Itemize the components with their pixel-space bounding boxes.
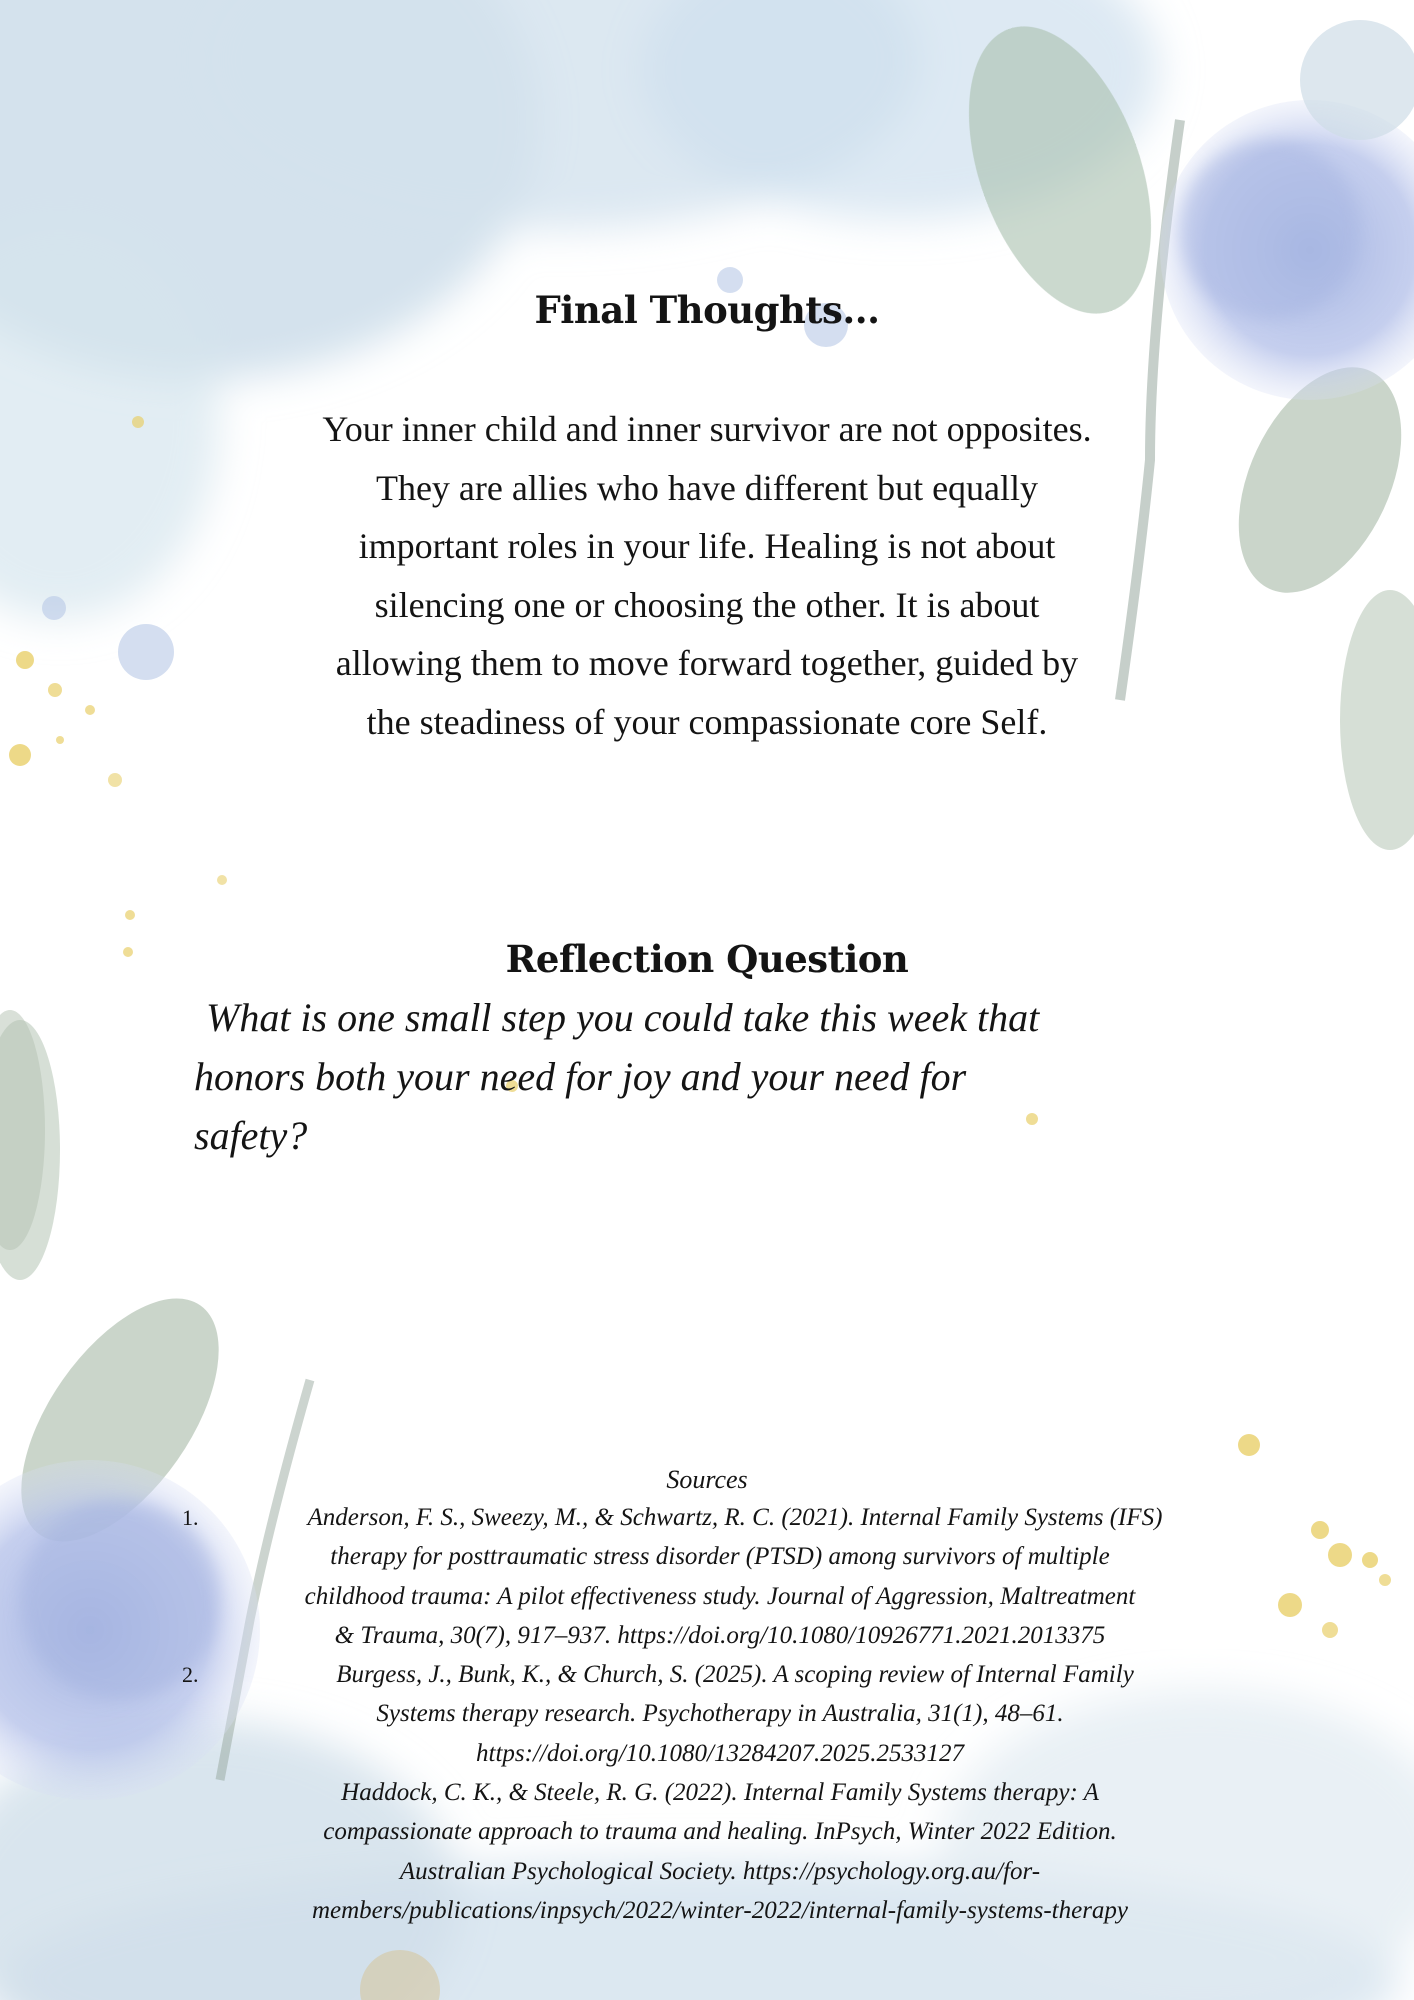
- source-line: & Trauma, 30(7), 917–937. https://doi.org/10.1080/10926771.2021.2013375: [334, 1621, 1106, 1649]
- source-line: Anderson, F. S., Sweezy, M., & Schwartz, R. C. (2021). Internal Family Systems (IFS): [307, 1504, 1163, 1531]
- final-thoughts-paragraph: [180, 400, 1234, 751]
- paragraph-line: allowing them to move forward together, guided by: [335, 643, 1079, 683]
- sources-title: Sources: [666, 1465, 748, 1494]
- paragraph-line: silencing one or choosing the other. It is about: [374, 584, 1040, 625]
- source-item: [160, 1655, 1280, 1930]
- source-line: Systems therapy research. Psychotherapy in Australia, 31(1), 48–61.: [376, 1700, 1064, 1728]
- source-line: Australian Psychological Society. https://psychology.org.au/for-: [399, 1857, 1041, 1885]
- source-line: therapy for posttraumatic stress disorder (PTSD) among survivors of multiple: [330, 1543, 1110, 1571]
- paragraph-line: the steadiness of your compassionate core Self.: [366, 701, 1048, 742]
- source-line: childhood trauma: A pilot effectiveness study. Journal of Aggression, Maltreatment: [304, 1582, 1136, 1610]
- paragraph-line: Your inner child and inner survivor are not opposites.: [322, 409, 1092, 449]
- reflection-heading: Reflection Question: [505, 937, 909, 981]
- source-line: Haddock, C. K., & Steele, R. G. (2022). Internal Family Systems therapy: A: [341, 1779, 1099, 1807]
- sources-list: [160, 1498, 1280, 1930]
- source-line: Burgess, J., Bunk, K., & Church, S. (2025). A scoping review of Internal Family: [336, 1661, 1134, 1689]
- source-number: 2.: [182, 1662, 199, 1688]
- source-line: members/publications/inpsych/2022/winter-2022/internal-family-systems-therapy: [311, 1896, 1129, 1924]
- source-line: compassionate approach to trauma and healing. InPsych, Winter 2022 Edition.: [323, 1818, 1117, 1846]
- question-line: What is one small step you could take this week that: [206, 995, 1040, 1040]
- source-item: [160, 1498, 1280, 1655]
- paragraph-line: important roles in your life. Healing is not about: [358, 526, 1056, 566]
- question-line: honors both your need for joy and your need for: [194, 1054, 967, 1099]
- source-line: https://doi.org/10.1080/13284207.2025.2533127: [476, 1739, 964, 1767]
- page-title: Final Thoughts...: [534, 288, 880, 332]
- source-number: 1.: [182, 1505, 199, 1530]
- reflection-question: [194, 988, 1234, 1165]
- question-line: safety?: [194, 1113, 308, 1158]
- paragraph-line: They are allies who have different but equally: [375, 467, 1039, 508]
